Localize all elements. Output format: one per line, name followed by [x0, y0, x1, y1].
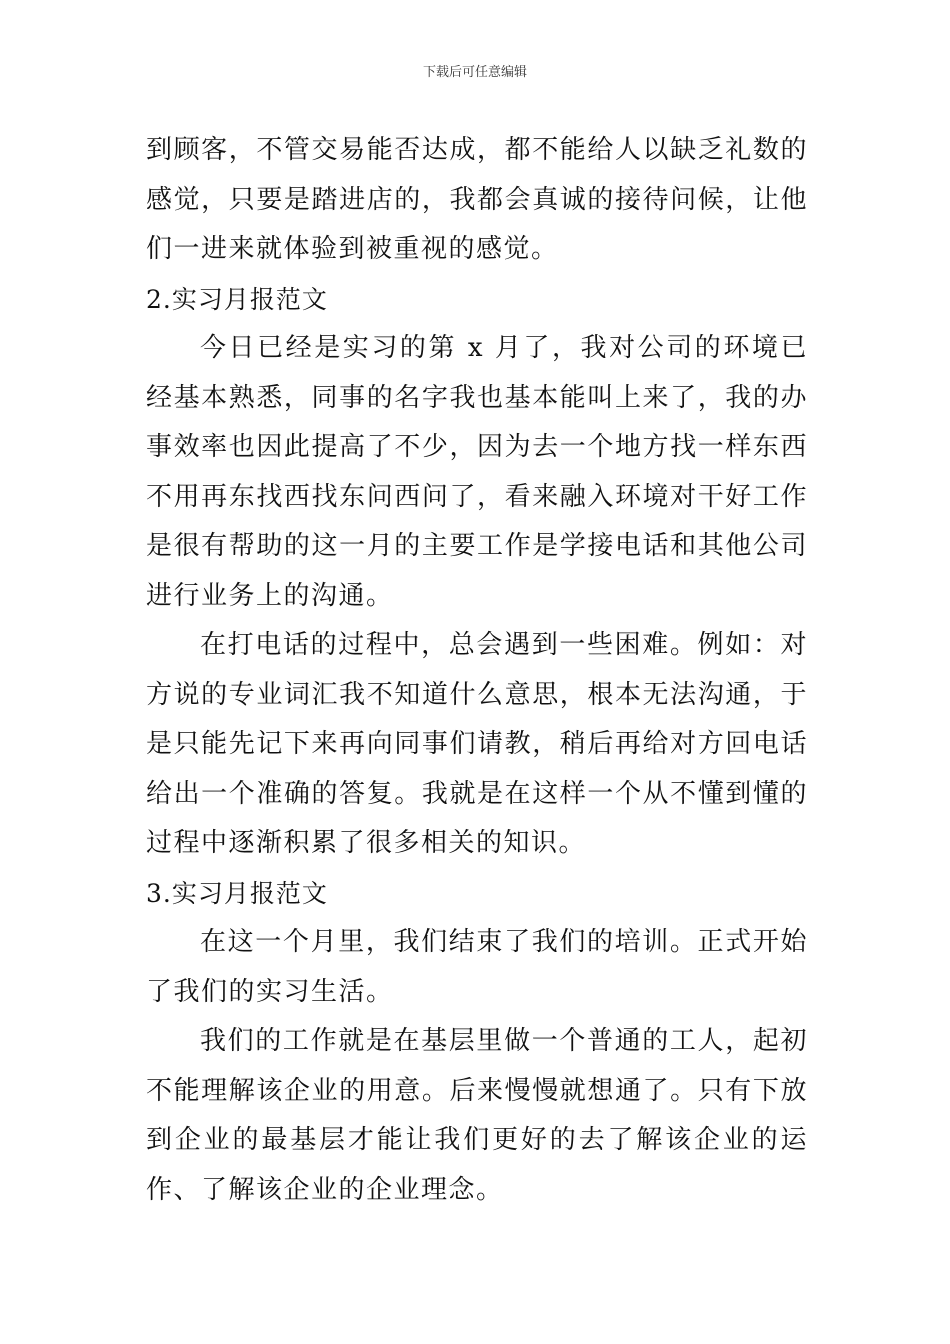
- paragraph-2: 今日已经是实习的第 x 月了，我对公司的环境已经基本熟悉，同事的名字我也基本能叫上来了，我的办事效率也因此提高了不少，因为去一个地方找一样东西不用再东找西找东问西问了，看来融入环境对干好工作是很有帮助的这一月的主要工作是学接电话和其他公司进行业务上的沟通。: [146, 333, 808, 611]
- section-2-title: 2.实习月报范文: [146, 284, 328, 314]
- header-note: 下载后可任意编辑: [422, 65, 527, 80]
- document-body: [146, 126, 808, 1215]
- paragraph-4: 在这一个月里，我们结束了我们的培训。正式开始了我们的实习生活。: [146, 927, 808, 1007]
- paragraph-3: 在打电话的过程中，总会遇到一些困难。例如：对方说的专业词汇我不知道什么意思，根本无法沟通，于是只能先记下来再向同事们请教，稍后再给对方回电话给出一个准确的答复。我就是在这样一个从不懂到懂的过程中逐渐积累了很多相关的知识。: [146, 630, 808, 858]
- paragraph-5: 我们的工作就是在基层里做一个普通的工人，起初不能理解该企业的用意。后来慢慢就想通了。只有下放到企业的最基层才能让我们更好的去了解该企业的运作、了解该企业的企业理念。: [146, 1026, 808, 1205]
- paragraph-1: 到顾客，不管交易能否达成，都不能给人以缺乏礼数的感觉，只要是踏进店的，我都会真诚的接待问候，让他们一进来就体验到被重视的感觉。: [146, 135, 808, 264]
- section-3-title: 3.实习月报范文: [146, 878, 328, 908]
